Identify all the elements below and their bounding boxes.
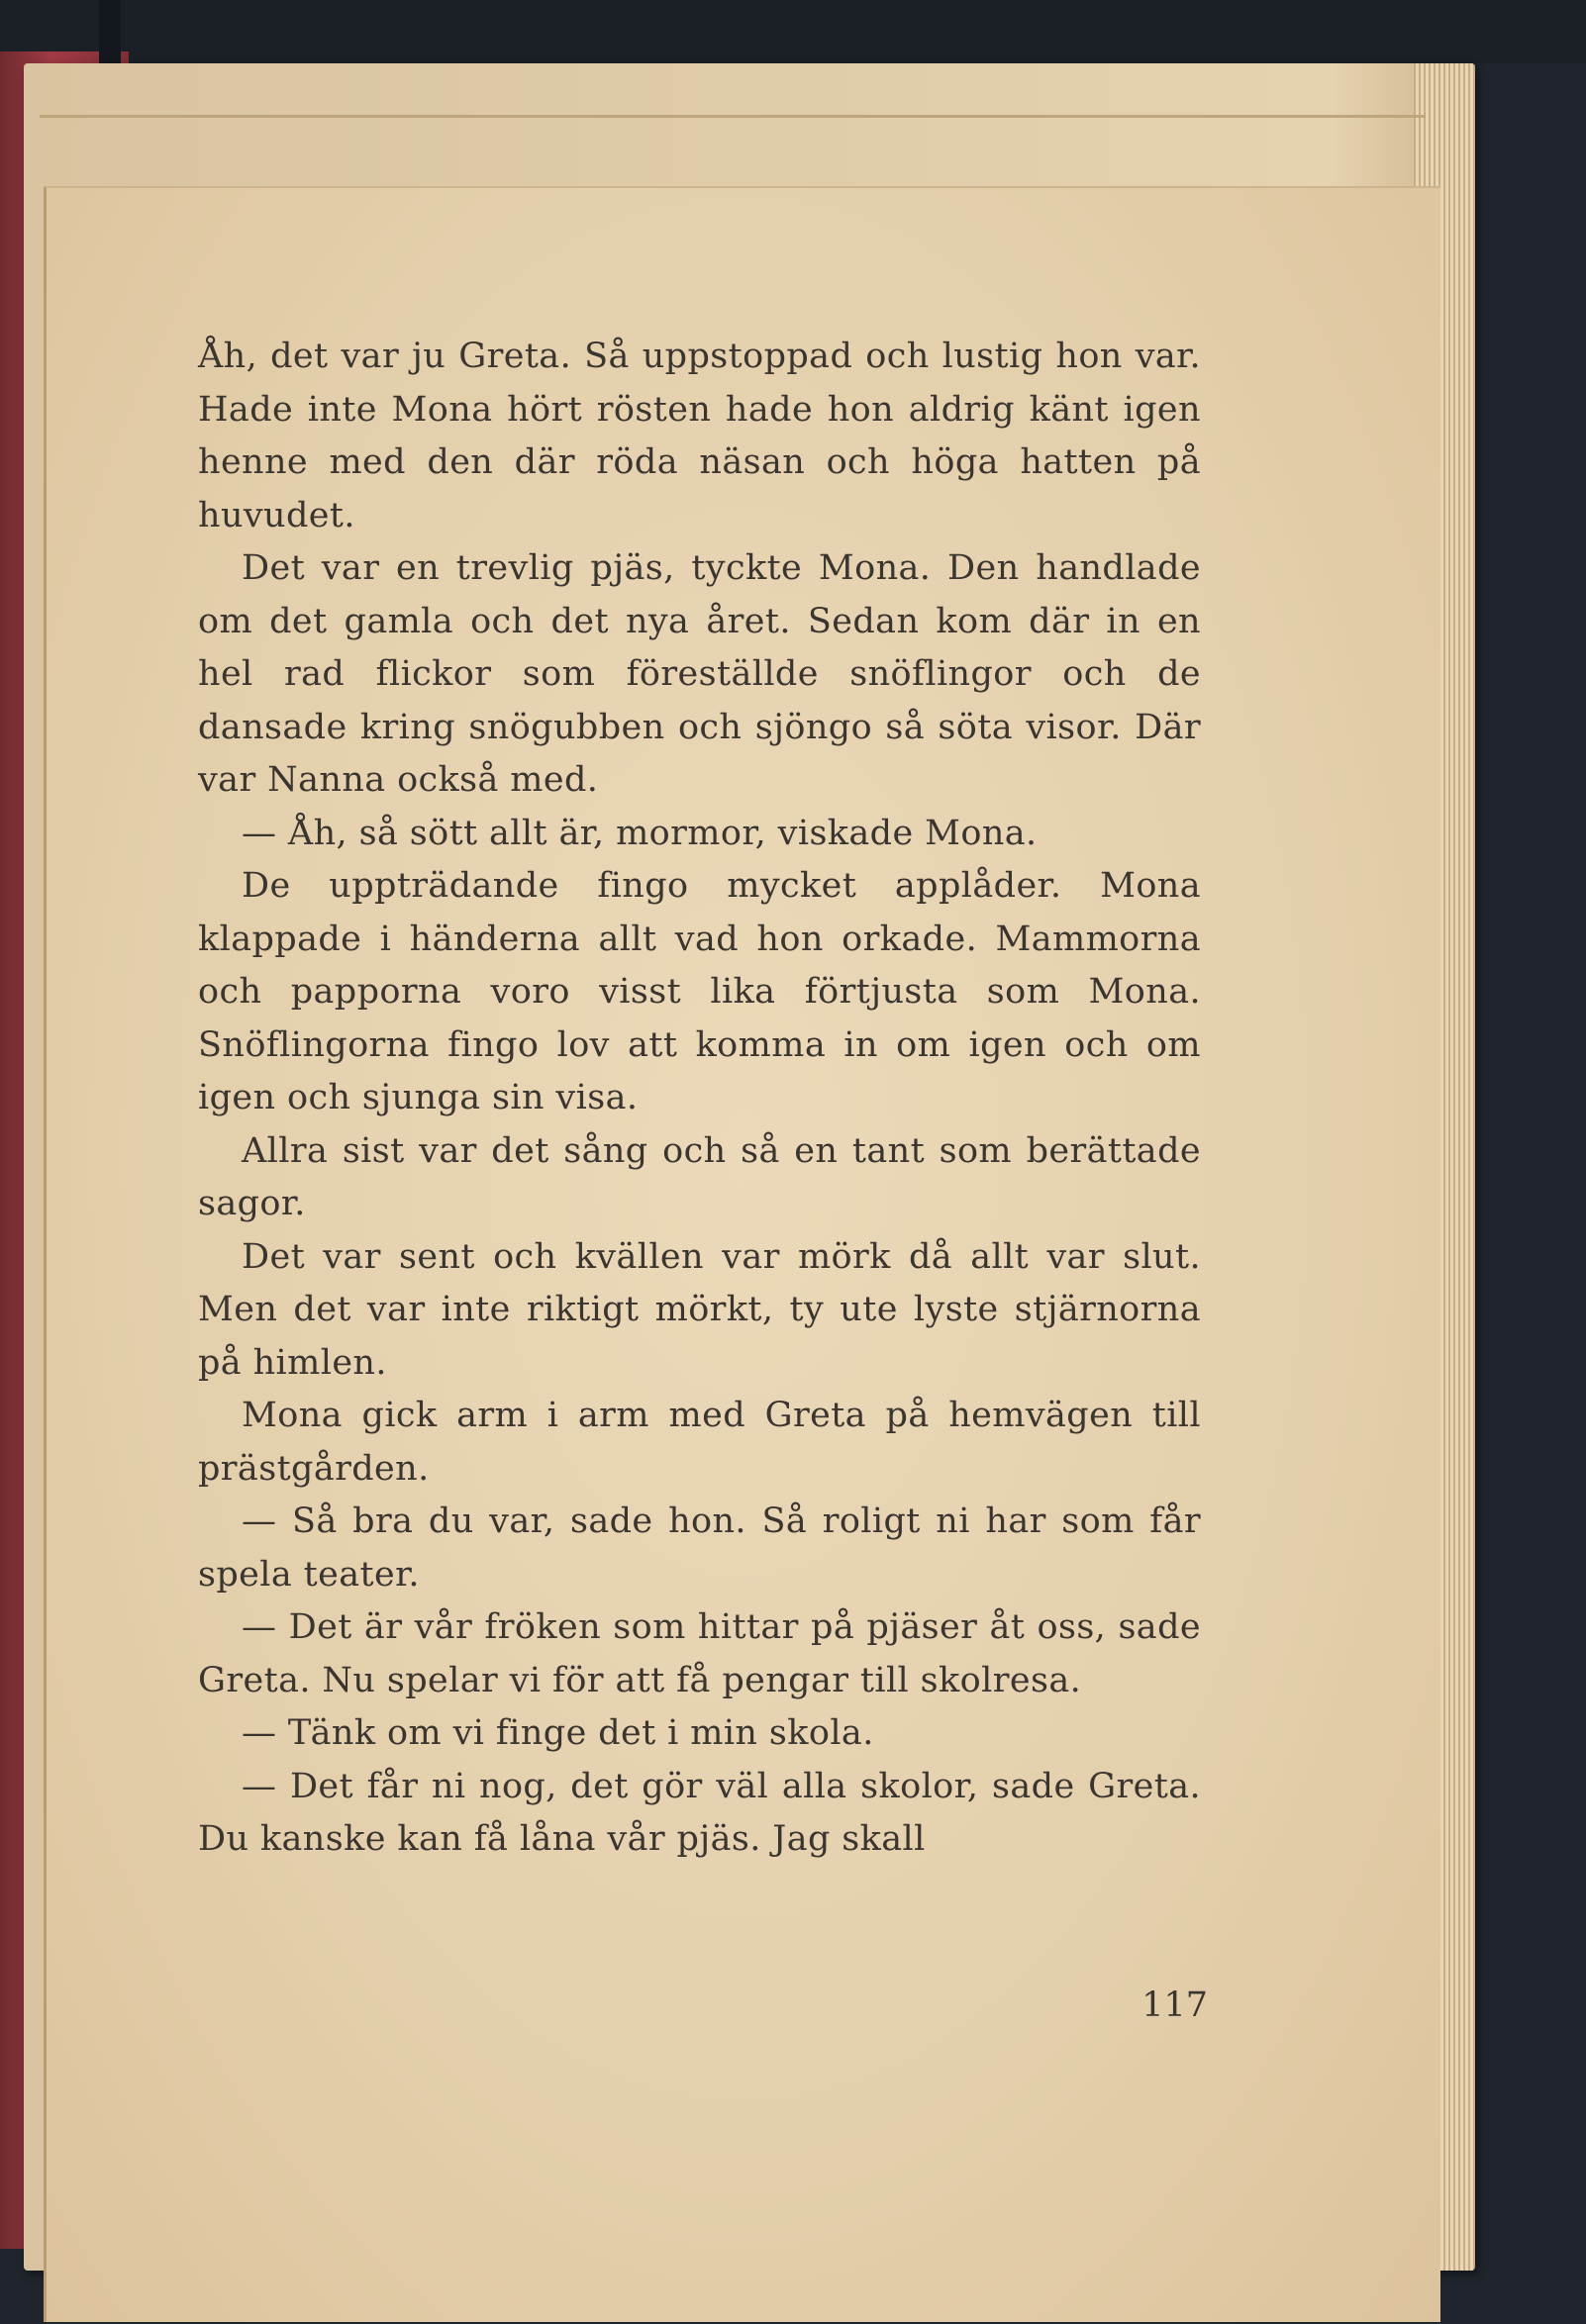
page-top-edge — [40, 115, 1426, 118]
dialogue-line: — Det är vår fröken som hittar på pjäser åt oss, sade Greta. Nu spelar vi för att få pengar till skolresa. — [198, 1607, 1201, 1700]
paragraph: Mona gick arm i arm med Greta på hemvägen till prästgården. — [198, 1396, 1201, 1489]
paragraph: Allra sist var det sång och så en tant som berättade sagor. — [198, 1130, 1201, 1223]
paragraph: Åh, det var ju Greta. Så uppstoppad och lustig hon var. Hade inte Mona hört rösten hade hon aldrig känt igen henne med den där röda näsan och höga hatten på huvudet. — [198, 337, 1201, 535]
body-text — [198, 331, 1201, 1867]
page-number: 117 — [1141, 1985, 1208, 2025]
dialogue-line: — Åh, så sött allt är, mormor, viskade Mona. — [242, 813, 1038, 853]
paragraph: Det var en trevlig pjäs, tyckte Mona. Den handlade om det gamla och det nya året. Sedan kom där in en hel rad flickor som föreställde snöflingor och de dansade kring snögubben och sjöngo så söta visor. Där var Nanna också med. — [198, 548, 1201, 800]
dialogue-line: — Det får ni nog, det gör väl alla skolor, sade Greta. Du kanske kan få låna vår pjäs. Jag skall — [198, 1766, 1201, 1859]
book-cover-top — [0, 0, 1586, 63]
dialogue-line: — Så bra du var, sade hon. Så roligt ni har som får spela teater. — [198, 1501, 1201, 1595]
paragraph: Det var sent och kvällen var mörk då allt var slut. Men det var inte riktigt mörkt, ty ute lyste stjärnorna på himlen. — [198, 1236, 1201, 1383]
dialogue-line: — Tänk om vi finge det i min skola. — [242, 1713, 874, 1753]
paragraph: De uppträdande fingo mycket applåder. Mona klappade i händerna allt vad hon orkade. Mammorna och papporna voro visst lika förtjusta som Mona. Snöflingorna fingo lov att komma in om igen och om igen och sjunga sin visa. — [198, 866, 1201, 1117]
